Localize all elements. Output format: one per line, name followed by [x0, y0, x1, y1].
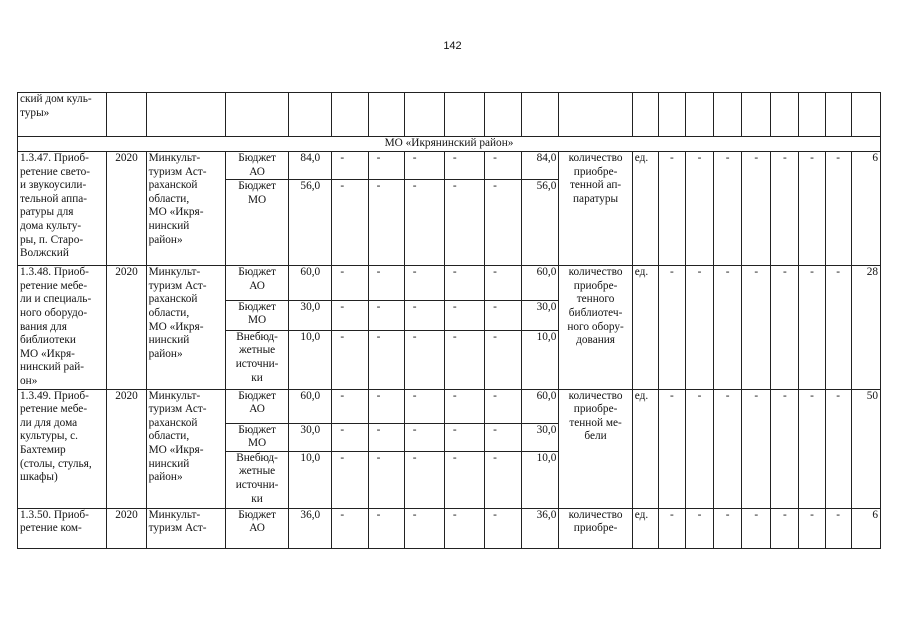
- funding-source-cell: Бюджет МО: [225, 423, 288, 451]
- funding-source-cell: Бюджет МО: [225, 180, 288, 266]
- dash-cell: -: [444, 451, 484, 508]
- unit-cell: ед.: [632, 389, 658, 508]
- item-year-cell: 2020: [107, 389, 146, 508]
- dash-cell: -: [368, 152, 404, 180]
- total-amount-cell: 30,0: [289, 300, 332, 330]
- funding-source-cell: Бюджет АО: [225, 266, 288, 300]
- continuation-row: [18, 93, 881, 137]
- target-value-cell: 50: [851, 389, 880, 508]
- dash-cell: -: [404, 330, 444, 389]
- year-amount-cell: 30,0: [522, 423, 559, 451]
- year-amount-cell: 10,0: [522, 451, 559, 508]
- dash-cell: -: [799, 389, 825, 508]
- dash-cell: -: [332, 389, 368, 423]
- dash-cell: -: [444, 180, 484, 266]
- dash-cell: -: [799, 508, 825, 548]
- year-amount-cell: 36,0: [522, 508, 559, 548]
- funding-source-cell: Бюджет АО: [225, 389, 288, 423]
- dash-cell: -: [332, 266, 368, 300]
- dash-cell: -: [771, 266, 799, 389]
- dash-cell: -: [685, 266, 713, 389]
- section-title: МО «Икрянинский район»: [18, 137, 881, 152]
- dash-cell: -: [825, 266, 851, 389]
- dash-cell: -: [658, 389, 685, 508]
- item-year-cell: 2020: [107, 508, 146, 548]
- dash-cell: -: [444, 423, 484, 451]
- dash-cell: -: [485, 389, 522, 423]
- dash-cell: -: [485, 152, 522, 180]
- dash-cell: -: [332, 451, 368, 508]
- unit-cell: ед.: [632, 152, 658, 266]
- dash-cell: -: [742, 389, 771, 508]
- dash-cell: -: [368, 266, 404, 300]
- dash-cell: -: [799, 152, 825, 266]
- table-row: [18, 508, 881, 548]
- dash-cell: -: [485, 300, 522, 330]
- dash-cell: -: [714, 152, 742, 266]
- dash-cell: -: [485, 266, 522, 300]
- dash-cell: -: [368, 508, 404, 548]
- dash-cell: -: [444, 300, 484, 330]
- budget-table: [17, 92, 881, 549]
- dash-cell: -: [444, 152, 484, 180]
- total-amount-cell: 36,0: [289, 508, 332, 548]
- total-amount-cell: 56,0: [289, 180, 332, 266]
- dash-cell: -: [685, 152, 713, 266]
- funding-source-cell: Бюджет МО: [225, 300, 288, 330]
- total-amount-cell: 10,0: [289, 330, 332, 389]
- page-number: 142: [443, 40, 462, 52]
- dash-cell: -: [332, 152, 368, 180]
- dash-cell: -: [404, 300, 444, 330]
- dash-cell: -: [332, 423, 368, 451]
- table-row: [18, 152, 881, 180]
- dash-cell: -: [368, 423, 404, 451]
- target-value-cell: 6: [851, 152, 880, 266]
- dash-cell: -: [404, 508, 444, 548]
- item-executor-cell: Минкульт- туризм Аст-: [146, 508, 225, 548]
- year-amount-cell: 84,0: [522, 152, 559, 180]
- dash-cell: -: [771, 389, 799, 508]
- item-code-cell: 1.3.48. Приоб- ретение мебе- ли и специаль- ного оборудо- вания для библиотеки МО «Икря- нинский рай- он»: [18, 266, 107, 389]
- dash-cell: -: [368, 180, 404, 266]
- dash-cell: -: [368, 330, 404, 389]
- dash-cell: -: [485, 330, 522, 389]
- dash-cell: -: [444, 330, 484, 389]
- item-code-cell: 1.3.49. Приоб- ретение мебе- ли для дома культуры, с. Бахтемир (столы, стулья, шкафы): [18, 389, 107, 508]
- dash-cell: -: [404, 423, 444, 451]
- dash-cell: -: [404, 180, 444, 266]
- dash-cell: -: [658, 152, 685, 266]
- target-value-cell: 6: [851, 508, 880, 548]
- unit-cell: ед.: [632, 508, 658, 548]
- dash-cell: -: [444, 389, 484, 423]
- dash-cell: -: [825, 508, 851, 548]
- dash-cell: -: [685, 508, 713, 548]
- dash-cell: -: [485, 508, 522, 548]
- dash-cell: -: [404, 152, 444, 180]
- funding-source-cell: Внебюд- жетные источни- ки: [225, 330, 288, 389]
- dash-cell: -: [485, 423, 522, 451]
- dash-cell: -: [485, 180, 522, 266]
- dash-cell: -: [658, 508, 685, 548]
- dash-cell: -: [714, 508, 742, 548]
- dash-cell: -: [742, 266, 771, 389]
- dash-cell: -: [714, 266, 742, 389]
- dash-cell: -: [685, 389, 713, 508]
- year-amount-cell: 10,0: [522, 330, 559, 389]
- target-value-cell: 28: [851, 266, 880, 389]
- funding-source-cell: Внебюд- жетные источни- ки: [225, 451, 288, 508]
- total-amount-cell: 30,0: [289, 423, 332, 451]
- dash-cell: -: [404, 451, 444, 508]
- funding-source-cell: Бюджет АО: [225, 508, 288, 548]
- dash-cell: -: [404, 389, 444, 423]
- dash-cell: -: [714, 389, 742, 508]
- dash-cell: -: [799, 266, 825, 389]
- dash-cell: -: [332, 330, 368, 389]
- dash-cell: -: [742, 508, 771, 548]
- dash-cell: -: [742, 152, 771, 266]
- dash-cell: -: [368, 300, 404, 330]
- total-amount-cell: 84,0: [289, 152, 332, 180]
- dash-cell: -: [332, 300, 368, 330]
- item-code-cell: 1.3.47. Приоб- ретение свето- и звукоусили- тельной аппа- ратуры для дома культу- ры, п. Старо- Волжский: [18, 152, 107, 266]
- total-amount-cell: 10,0: [289, 451, 332, 508]
- dash-cell: -: [368, 451, 404, 508]
- total-amount-cell: 60,0: [289, 389, 332, 423]
- dash-cell: -: [825, 389, 851, 508]
- year-amount-cell: 60,0: [522, 266, 559, 300]
- dash-cell: -: [404, 266, 444, 300]
- table-row: [18, 266, 881, 300]
- dash-cell: -: [332, 508, 368, 548]
- indicator-cell: количество приобре-: [559, 508, 632, 548]
- dash-cell: -: [368, 389, 404, 423]
- indicator-cell: количество приобре- тенного библиотеч- ного обору- дования: [559, 266, 632, 389]
- item-executor-cell: Минкульт- туризм Аст- раханской области, МО «Икря- нинский район»: [146, 389, 225, 508]
- funding-source-cell: Бюджет АО: [225, 152, 288, 180]
- dash-cell: -: [771, 508, 799, 548]
- continuation-cell: ский дом куль- туры»: [18, 93, 107, 137]
- item-year-cell: 2020: [107, 266, 146, 389]
- dash-cell: -: [444, 508, 484, 548]
- item-code-cell: 1.3.50. Приоб- ретение ком-: [18, 508, 107, 548]
- year-amount-cell: 60,0: [522, 389, 559, 423]
- indicator-cell: количество приобре- тенной ап- паратуры: [559, 152, 632, 266]
- dash-cell: -: [771, 152, 799, 266]
- table-row: [18, 389, 881, 423]
- dash-cell: -: [444, 266, 484, 300]
- item-executor-cell: Минкульт- туризм Аст- раханской области, МО «Икря- нинский район»: [146, 266, 225, 389]
- year-amount-cell: 56,0: [522, 180, 559, 266]
- unit-cell: ед.: [632, 266, 658, 389]
- year-amount-cell: 30,0: [522, 300, 559, 330]
- item-executor-cell: Минкульт- туризм Аст- раханской области, МО «Икря- нинский район»: [146, 152, 225, 266]
- dash-cell: -: [332, 180, 368, 266]
- indicator-cell: количество приобре- тенной ме- бели: [559, 389, 632, 508]
- section-row: [18, 137, 881, 152]
- dash-cell: -: [485, 451, 522, 508]
- dash-cell: -: [658, 266, 685, 389]
- total-amount-cell: 60,0: [289, 266, 332, 300]
- dash-cell: -: [825, 152, 851, 266]
- item-year-cell: 2020: [107, 152, 146, 266]
